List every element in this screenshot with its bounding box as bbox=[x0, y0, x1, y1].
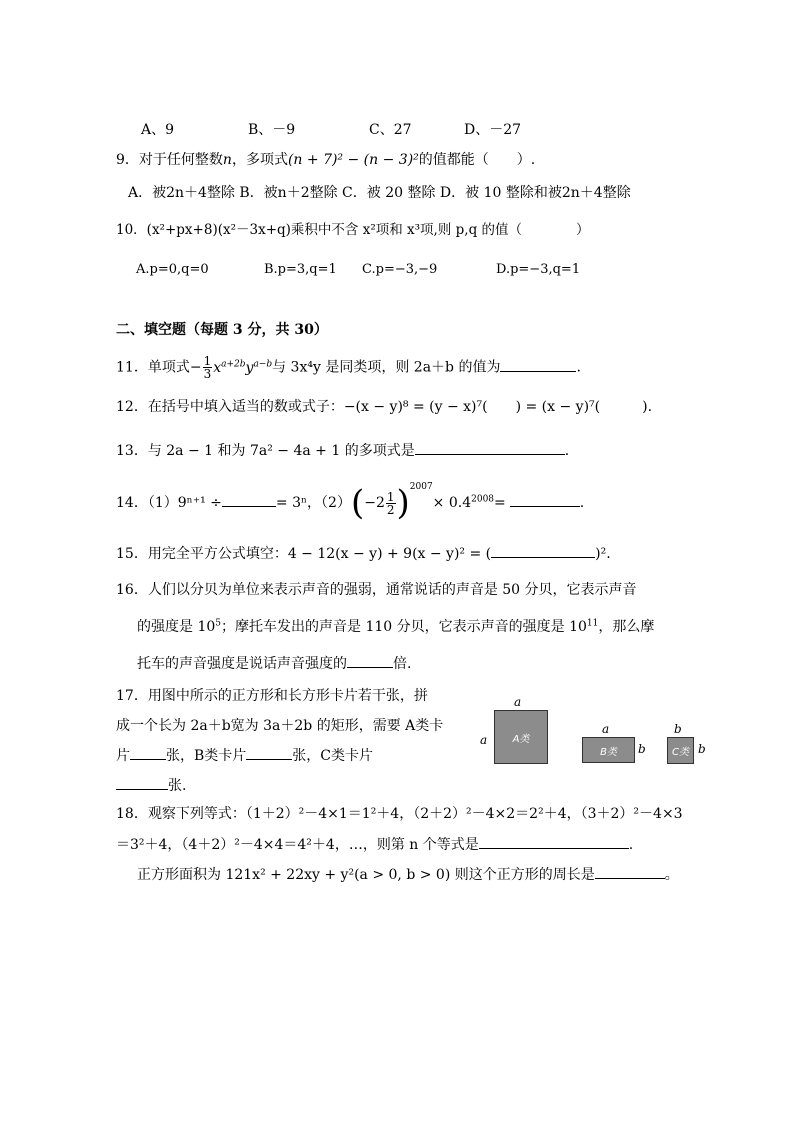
q17-blank-b[interactable] bbox=[246, 745, 292, 760]
q9-expression: (n + 7)² − (n − 3)² bbox=[287, 152, 419, 168]
q9-suffix: 的值都能（ ）. bbox=[418, 152, 536, 168]
card-c-side-label: b bbox=[698, 742, 706, 756]
card-c-label: C类 bbox=[672, 747, 689, 758]
q14-part2: −2 bbox=[364, 495, 385, 511]
q9-prefix: 9．对于任何整数 bbox=[116, 152, 223, 168]
question-14: 14．（1）9ⁿ⁺¹ ÷ = 3ⁿ，（2）(−2 $\frac{1}{2}$ )$^{2007}\times 0.4^{2008}=$ . bbox=[116, 482, 585, 523]
q16-line3b: 倍. bbox=[393, 656, 412, 672]
q18-line3-suffix: 。 bbox=[664, 867, 679, 883]
question-11: 11．单项式− $\frac{1}{3}$ $x^{a+2b}y^{a-b}$与 3x⁴y 是同类项，则 2a＋b 的值为 . bbox=[116, 354, 581, 381]
q14-frac-den: 2 bbox=[386, 502, 395, 517]
question-18-line-2 bbox=[116, 834, 633, 855]
q14-blank-2[interactable] bbox=[510, 492, 580, 507]
q16-exp2: 11 bbox=[586, 618, 599, 629]
q17-line3c: 张，C类卡片 bbox=[292, 748, 374, 764]
q14-part3: × 0.4 bbox=[432, 495, 472, 511]
card-a-side-label: a bbox=[480, 733, 488, 747]
q14-part1b: = 3ⁿ，（2） bbox=[275, 495, 351, 511]
q14-suffix: . bbox=[579, 495, 585, 511]
question-17-line-4 bbox=[116, 775, 186, 796]
q16-line2a: 的强度是 10 bbox=[137, 619, 216, 635]
q14-prefix: 14．（1） bbox=[116, 495, 178, 511]
q18-line3: 正方形面积为 121x² + 22xy + y²(a > 0, b > 0) 则这个正方形的周长是 bbox=[137, 867, 595, 883]
card-c-square bbox=[667, 737, 694, 764]
q11-fraction bbox=[203, 355, 213, 380]
q13-blank[interactable] bbox=[415, 440, 565, 455]
q14-blank-1[interactable] bbox=[222, 492, 276, 507]
question-16-line-3 bbox=[137, 653, 411, 674]
q8-option-d: D、－27 bbox=[464, 122, 522, 138]
q10-option-d: D.p=−3,q=1 bbox=[496, 262, 581, 277]
card-a-square bbox=[494, 710, 548, 764]
q9-var: n bbox=[222, 152, 232, 168]
q13-suffix: . bbox=[564, 443, 570, 459]
q10-option-c: C.p=−3,−9 bbox=[362, 262, 438, 277]
q18-line2-suffix: . bbox=[628, 837, 634, 853]
q16-line2c: ，那么摩 bbox=[598, 619, 655, 635]
q11-frac-num: 1 bbox=[203, 354, 212, 368]
question-16-line-2 bbox=[137, 617, 654, 637]
card-b-side-label: b bbox=[638, 742, 646, 756]
q18-blank[interactable] bbox=[479, 834, 629, 849]
q8-option-c: C、27 bbox=[369, 122, 412, 138]
card-b-rectangle bbox=[582, 737, 635, 763]
q10-option-b: B.p=3,q=1 bbox=[264, 262, 337, 277]
q8-option-b: B、－9 bbox=[248, 122, 296, 138]
q17-line4: 张. bbox=[168, 778, 187, 794]
q11-suffix: . bbox=[576, 359, 581, 376]
question-17-line-2: 成一个长为 2a＋b宽为 3a＋2b 的矩形，需要 A类卡 bbox=[116, 718, 444, 734]
q13-text: 13．与 2a − 1 和为 7a² − 4a + 1 的多项式是 bbox=[116, 443, 415, 459]
q14-part1: 9ⁿ⁺¹ ÷ bbox=[177, 495, 222, 511]
q14-part4: = bbox=[494, 495, 506, 511]
q11-blank[interactable] bbox=[500, 357, 576, 372]
q15-suffix: )². bbox=[595, 546, 611, 562]
q10-option-a: A.p=0,q=0 bbox=[136, 262, 209, 277]
q9-mid: ，多项式 bbox=[231, 152, 288, 168]
q14-exp1: 2007 bbox=[409, 482, 433, 492]
section-title-fill-in: 二、填空题（每题 3 分，共 30） bbox=[116, 322, 328, 338]
q11-prefix: 11．单项式 bbox=[116, 359, 190, 376]
question-17-line-3 bbox=[116, 745, 373, 766]
question-18-line-3 bbox=[137, 864, 679, 885]
q17-blank-a[interactable] bbox=[130, 745, 166, 760]
q9-options: A．被2n＋4整除 B．被n＋2整除 C．被 20 整除 D．被 10 整除和被2n＋4整除 bbox=[128, 185, 631, 201]
question-18-line-1: 18．观察下列等式：（1＋2）²－4×1＝1²＋4，（2＋2）²－4×2＝2²＋4，（3＋2）²－4×3 bbox=[116, 806, 683, 822]
q17-line3a: 片 bbox=[116, 748, 130, 764]
q16-line2b: ；摩托车发出的声音是 110 分贝，它表示声音的强度是 10 bbox=[221, 619, 587, 635]
q16-line3: 托车的声音强度是说话声音强度的 bbox=[137, 656, 347, 672]
q15-text: 15．用完全平方公式填空：4 − 12(x − y) + 9(x − y)² = ( bbox=[116, 546, 492, 562]
card-a-label: A类 bbox=[512, 733, 530, 745]
question-17-line-1: 17．用图中所示的正方形和长方形卡片若干张，拼 bbox=[116, 688, 428, 704]
question-13 bbox=[116, 440, 569, 461]
q17-blank-c[interactable] bbox=[116, 775, 168, 790]
question-16-line-1: 16．人们以分贝为单位来表示声音的强弱，通常说话的声音是 50 分贝，它表示声音 bbox=[116, 582, 637, 598]
q18-line2: ＝3²＋4，（4＋2）²－4×4＝4²＋4，…，则第 n 个等式是 bbox=[116, 837, 479, 853]
question-15 bbox=[116, 543, 611, 564]
q18-square-blank[interactable] bbox=[595, 864, 665, 879]
q17-line3b: 张，B类卡片 bbox=[166, 748, 247, 764]
card-b-label: B类 bbox=[600, 746, 617, 758]
question-12: 12．在括号中填入适当的数或式子：−(x − y)⁸ = (y − x)⁷( ) = (x − y)⁷( ). bbox=[116, 399, 653, 415]
q11-frac-den: 3 bbox=[203, 367, 212, 381]
card-c-top-label: b bbox=[674, 722, 682, 736]
question-10: 10．(x²+px+8)(x²－3x+q)乘积中不含 x²项和 x³项,则 p,q 的值（ ） bbox=[116, 222, 590, 238]
card-b-top-label: a bbox=[602, 722, 610, 736]
q8-option-a: A、9 bbox=[141, 122, 175, 138]
q11-mid: 与 3x⁴y 是同类项，则 2a＋b 的值为 bbox=[272, 359, 501, 376]
q16-blank[interactable] bbox=[347, 653, 393, 668]
question-9 bbox=[116, 150, 535, 170]
card-a-top-label: a bbox=[514, 695, 522, 709]
q15-blank[interactable] bbox=[491, 543, 595, 558]
q14-frac-num: 1 bbox=[386, 489, 395, 504]
q16-exp1: 5 bbox=[215, 618, 221, 629]
q14-exp2: 2008 bbox=[471, 494, 495, 505]
